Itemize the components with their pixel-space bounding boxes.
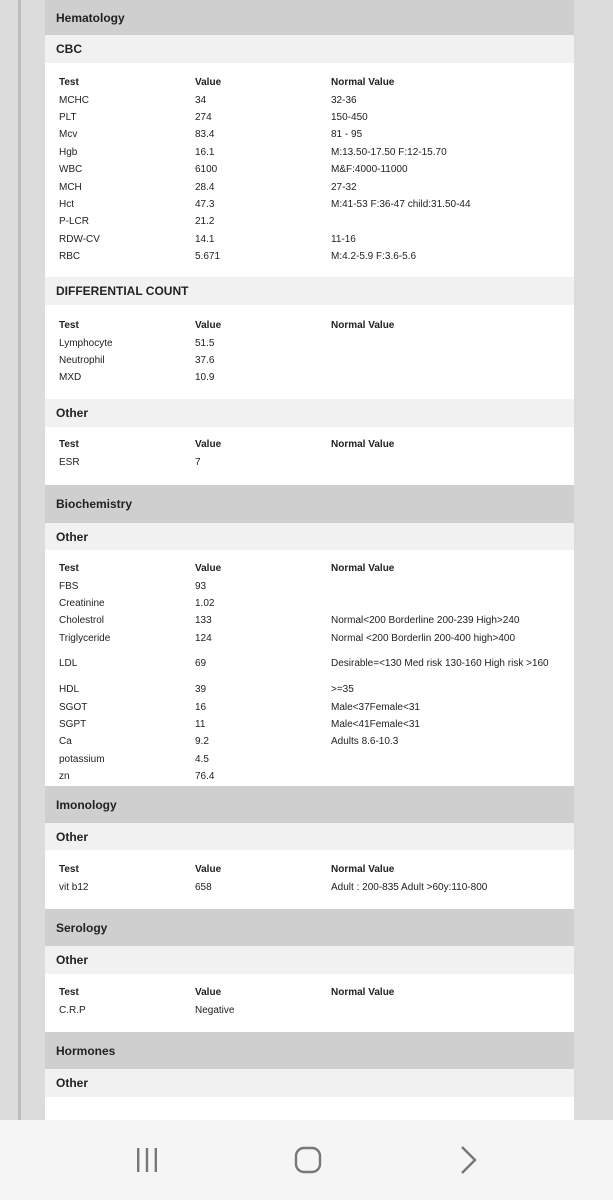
- normal-range: Male<37Female<31: [331, 701, 420, 713]
- test-value: 37.6: [195, 354, 215, 366]
- normal-range: Normal <200 Borderlin 200-400 high>400: [331, 632, 516, 644]
- subsection-title: Other: [56, 529, 89, 544]
- test-value: 28.4: [195, 181, 215, 193]
- table-imonology-other: [45, 850, 574, 909]
- test-value: 83.4: [195, 129, 215, 141]
- test-value: 6100: [195, 164, 218, 176]
- test-name: Neutrophil: [59, 354, 105, 366]
- normal-range: M&F:4000-11000: [331, 164, 408, 176]
- test-name: WBC: [59, 164, 83, 176]
- section-header-hematology: [45, 0, 574, 35]
- test-value: 47.3: [195, 198, 215, 210]
- column-header-normal-value: Normal Value: [331, 439, 395, 451]
- column-header-value: Value: [195, 987, 222, 999]
- test-value: 7: [195, 456, 201, 468]
- test-name: Cholestrol: [59, 615, 105, 627]
- table-header-row: [59, 436, 574, 453]
- subsection-header-differential: [45, 277, 574, 305]
- table-header-row: [59, 984, 574, 1001]
- normal-range: >=35: [331, 684, 354, 696]
- column-header-normal-value: Normal Value: [331, 77, 395, 89]
- table-row: [59, 681, 574, 698]
- test-value: 34: [195, 94, 207, 106]
- column-header-normal-value: Normal Value: [331, 320, 395, 332]
- section-header-imonology: [45, 786, 574, 823]
- test-value: 16: [195, 701, 207, 713]
- table-row: [59, 109, 574, 126]
- table-row: [59, 91, 574, 108]
- table-header-row: [59, 861, 574, 878]
- table-row: [59, 878, 574, 895]
- section-title: Imonology: [56, 797, 117, 812]
- back-icon: [456, 1145, 480, 1180]
- table-row: [59, 178, 574, 195]
- test-name: P-LCR: [59, 216, 90, 228]
- normal-range: Desirable=<130 Med risk 130-160 High risk >160: [331, 658, 549, 670]
- normal-range: 27-32: [331, 181, 357, 193]
- test-name: MCH: [59, 181, 82, 193]
- column-header-normal-value: Normal Value: [331, 987, 395, 999]
- normal-range: M:4.2-5.9 F:3.6-5.6: [331, 251, 417, 263]
- section-title: Serology: [56, 920, 108, 935]
- table-row: [59, 1001, 574, 1018]
- subsection-header-other: [45, 1069, 574, 1097]
- table-row: [59, 733, 574, 750]
- table-row: [59, 612, 574, 629]
- section-header-serology: [45, 909, 574, 946]
- test-value: 14.1: [195, 233, 215, 245]
- test-value: 5.671: [195, 251, 221, 263]
- column-header-normal-value: Normal Value: [331, 864, 395, 876]
- test-name: C.R.P: [59, 1004, 86, 1016]
- table-serology-other: [45, 974, 574, 1032]
- subsection-title: CBC: [56, 42, 82, 56]
- subsection-title: Other: [56, 829, 89, 844]
- table-row: [59, 716, 574, 733]
- normal-range: Normal<200 Borderline 200-239 High>240: [331, 615, 520, 627]
- subsection-header-other: [45, 523, 574, 550]
- section-header-hormones: [45, 1032, 574, 1069]
- column-header-value: Value: [195, 439, 222, 451]
- normal-range: 32-36: [331, 94, 357, 106]
- table-row: [59, 161, 574, 178]
- normal-range: 150-450: [331, 111, 368, 123]
- table-row: [59, 630, 574, 647]
- test-name: potassium: [59, 753, 105, 765]
- test-name: MXD: [59, 372, 82, 384]
- test-value: 93: [195, 580, 207, 592]
- column-header-test: Test: [59, 563, 79, 575]
- table-row: [59, 196, 574, 213]
- test-value: 51.5: [195, 337, 215, 349]
- column-header-value: Value: [195, 77, 222, 89]
- test-name: zn: [59, 771, 70, 783]
- test-value: 1.02: [195, 597, 215, 609]
- test-value: 10.9: [195, 372, 215, 384]
- test-name: Ca: [59, 736, 72, 748]
- column-header-normal-value: Normal Value: [331, 563, 395, 575]
- subsection-header-other: [45, 399, 574, 427]
- table-row: [59, 751, 574, 768]
- test-name: LDL: [59, 658, 78, 670]
- table-header-row: [59, 317, 574, 334]
- table-row: [59, 698, 574, 715]
- table-row: [59, 453, 574, 470]
- test-name: RDW-CV: [59, 233, 100, 245]
- normal-range: 81 - 95: [331, 129, 363, 141]
- normal-range: M:41-53 F:36-47 child:31.50-44: [331, 198, 471, 210]
- test-name: FBS: [59, 580, 79, 592]
- test-name: Hct: [59, 198, 74, 210]
- subsection-title: DIFFERENTIAL COUNT: [56, 284, 189, 298]
- test-value: 124: [195, 632, 212, 644]
- subsection-header-other: [45, 823, 574, 850]
- column-header-test: Test: [59, 864, 79, 876]
- normal-range: Adults 8.6-10.3: [331, 736, 399, 748]
- table-row: [59, 352, 574, 369]
- table-row: [59, 577, 574, 594]
- test-name: SGPT: [59, 718, 87, 730]
- test-name: Mcv: [59, 129, 78, 141]
- test-value: 69: [195, 658, 207, 670]
- table-row: [59, 768, 574, 785]
- back-button[interactable]: [438, 1140, 498, 1184]
- table-biochemistry-other: [45, 550, 574, 786]
- table-row: [59, 369, 574, 386]
- section-title: Hematology: [56, 10, 125, 25]
- lab-report: [45, 0, 574, 1120]
- home-icon: [293, 1145, 323, 1180]
- table-row: [59, 334, 574, 351]
- subsection-title: Other: [56, 1076, 89, 1090]
- table-cbc: [45, 63, 574, 277]
- column-header-value: Value: [195, 563, 222, 575]
- test-value: 11: [195, 718, 206, 730]
- table-row: [59, 231, 574, 248]
- table-row: [59, 126, 574, 143]
- test-value: 9.2: [195, 736, 209, 748]
- column-header-test: Test: [59, 439, 79, 451]
- section-title: Biochemistry: [56, 497, 133, 511]
- system-navigation-bar: [0, 1120, 613, 1200]
- table-row: [59, 595, 574, 612]
- test-value: 133: [195, 615, 212, 627]
- subsection-title: Other: [56, 953, 89, 967]
- normal-range: M:13.50-17.50 F:12-15.70: [331, 146, 447, 158]
- table-row: [59, 144, 574, 161]
- test-name: Creatinine: [59, 597, 105, 609]
- test-name: vit b12: [59, 881, 89, 893]
- table-differential: [45, 305, 574, 399]
- test-value: 16.1: [195, 146, 215, 158]
- table-row: [59, 647, 574, 681]
- test-name: Hgb: [59, 146, 78, 158]
- test-value: 21.2: [195, 216, 215, 228]
- test-name: RBC: [59, 251, 81, 263]
- subsection-header-cbc: [45, 35, 574, 63]
- recent-apps-button[interactable]: [117, 1140, 177, 1184]
- test-value: Negative: [195, 1004, 235, 1016]
- column-header-value: Value: [195, 320, 222, 332]
- left-edge: [18, 0, 21, 1120]
- normal-range: 11-16: [331, 233, 356, 245]
- test-value: 39: [195, 684, 207, 696]
- test-name: PLT: [59, 111, 77, 123]
- table-row: [59, 213, 574, 230]
- test-name: Triglyceride: [59, 632, 111, 644]
- column-header-test: Test: [59, 987, 79, 999]
- table-row: [59, 248, 574, 265]
- test-value: 76.4: [195, 771, 215, 783]
- section-title: Hormones: [56, 1043, 116, 1058]
- recent-apps-icon: [133, 1146, 161, 1179]
- column-header-test: Test: [59, 77, 79, 89]
- test-value: 658: [195, 881, 212, 893]
- normal-range: Male<41Female<31: [331, 718, 420, 730]
- section-header-biochemistry: [45, 485, 574, 523]
- test-value: 274: [195, 111, 212, 123]
- table-header-row: [59, 74, 574, 91]
- test-name: SGOT: [59, 701, 88, 713]
- test-name: Lymphocyte: [59, 337, 113, 349]
- column-header-value: Value: [195, 864, 222, 876]
- table-header-row: [59, 560, 574, 577]
- table-hematology-other: [45, 427, 574, 485]
- subsection-title: Other: [56, 406, 89, 420]
- column-header-test: Test: [59, 320, 79, 332]
- test-name: HDL: [59, 684, 80, 696]
- test-name: ESR: [59, 456, 80, 468]
- home-button[interactable]: [278, 1140, 338, 1184]
- test-name: MCHC: [59, 94, 89, 106]
- subsection-header-other: [45, 946, 574, 974]
- normal-range: Adult : 200-835 Adult >60y:110-800: [331, 881, 488, 893]
- test-value: 4.5: [195, 753, 209, 765]
